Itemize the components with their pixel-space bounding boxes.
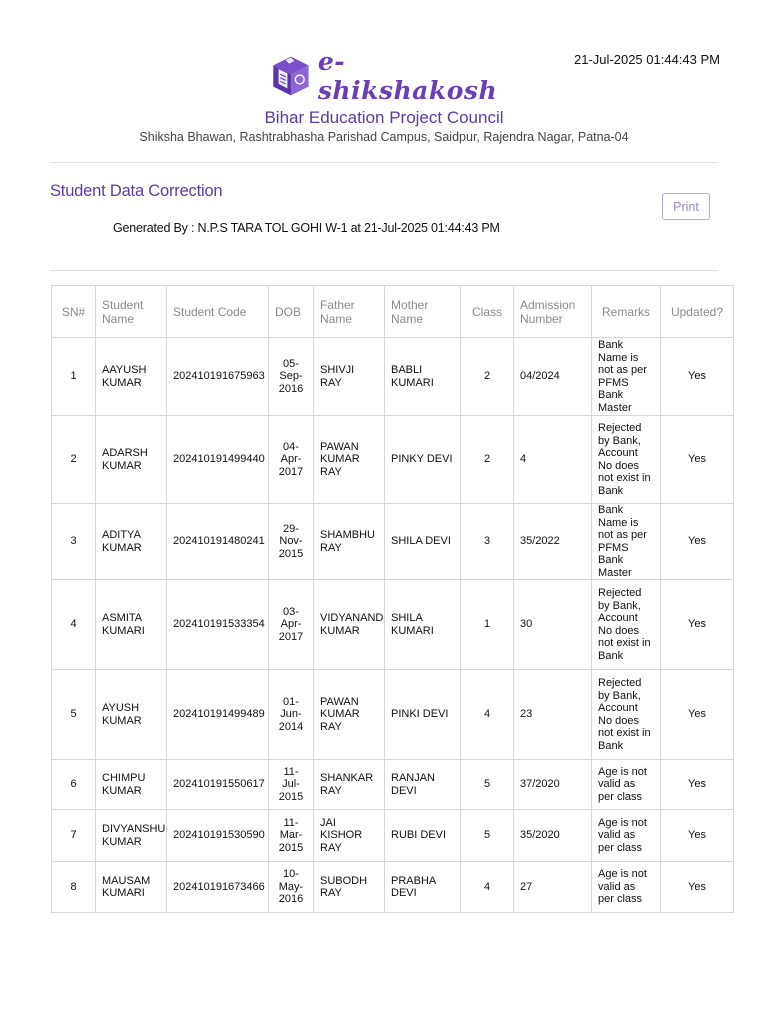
cell-student-code: 202410191533354: [167, 580, 269, 670]
cell-remarks: Bank Name is not as per PFMS Bank Master: [592, 504, 661, 580]
cell-student-code: 202410191499440: [167, 416, 269, 504]
section-divider: [50, 270, 718, 271]
cell-student-name: AAYUSH KUMAR: [96, 338, 167, 416]
cell-father-name: PAWAN KUMAR RAY: [314, 416, 385, 504]
header-divider: [50, 162, 718, 163]
cell-class: 2: [461, 416, 514, 504]
cell-remarks: Rejected by Bank, Account No does not exist in Bank: [592, 670, 661, 760]
cell-updated: Yes: [661, 416, 734, 504]
cell-mother-name: PINKI DEVI: [385, 670, 461, 760]
cell-admission-number: 04/2024: [514, 338, 592, 416]
org-address: Shiksha Bhawan, Rashtrabhasha Parishad Campus, Saidpur, Rajendra Nagar, Patna-04: [139, 130, 629, 144]
cell-student-name: MAUSAM KUMARI: [96, 862, 167, 913]
cell-updated: Yes: [661, 760, 734, 810]
cell-sn: 8: [52, 862, 96, 913]
cell-class: 4: [461, 862, 514, 913]
cell-student-code: 202410191673466: [167, 862, 269, 913]
cell-updated: Yes: [661, 670, 734, 760]
cell-father-name: SHIVJI RAY: [314, 338, 385, 416]
cell-father-name: VIDYANAND KUMAR: [314, 580, 385, 670]
col-header-admission-number: Admission Number: [514, 286, 592, 338]
cell-admission-number: 35/2022: [514, 504, 592, 580]
cell-dob: 11-Jul-2015: [269, 760, 314, 810]
cell-admission-number: 4: [514, 416, 592, 504]
cell-dob: 10-May-2016: [269, 862, 314, 913]
generated-by-line: Generated By : N.P.S TARA TOL GOHI W-1 at 21-Jul-2025 01:44:43 PM: [113, 221, 500, 235]
cell-student-name: DIVYANSHU KUMAR: [96, 810, 167, 862]
cell-admission-number: 35/2020: [514, 810, 592, 862]
cell-sn: 5: [52, 670, 96, 760]
table-row: [52, 338, 734, 416]
cell-class: 4: [461, 670, 514, 760]
cell-class: 5: [461, 760, 514, 810]
col-header-sn: SN#: [52, 286, 96, 338]
cell-remarks: Rejected by Bank, Account No does not exist in Bank: [592, 580, 661, 670]
cell-dob: 05-Sep-2016: [269, 338, 314, 416]
cell-admission-number: 37/2020: [514, 760, 592, 810]
cell-mother-name: RUBI DEVI: [385, 810, 461, 862]
col-header-student-name: Student Name: [96, 286, 167, 338]
e-shikshakosh-logo: [268, 47, 500, 105]
cell-updated: Yes: [661, 338, 734, 416]
col-header-student-code: Student Code: [167, 286, 269, 338]
cell-father-name: SHAMBHU RAY: [314, 504, 385, 580]
cell-mother-name: RANJAN DEVI: [385, 760, 461, 810]
cell-remarks: Age is not valid as per class: [592, 862, 661, 913]
cell-class: 1: [461, 580, 514, 670]
cell-student-code: 202410191480241: [167, 504, 269, 580]
cell-student-code: 202410191675963: [167, 338, 269, 416]
cell-father-name: SUBODH RAY: [314, 862, 385, 913]
report-title: Student Data Correction: [50, 182, 223, 200]
col-header-father-name: Father Name: [314, 286, 385, 338]
cell-dob: 11-Mar-2015: [269, 810, 314, 862]
cell-mother-name: BABLI KUMARI: [385, 338, 461, 416]
book-cube-logo-icon: [268, 50, 314, 102]
cell-dob: 04-Apr-2017: [269, 416, 314, 504]
cell-updated: Yes: [661, 862, 734, 913]
cell-dob: 03-Apr-2017: [269, 580, 314, 670]
cell-class: 5: [461, 810, 514, 862]
cell-student-name: AYUSH KUMAR: [96, 670, 167, 760]
cell-remarks: Bank Name is not as per PFMS Bank Master: [592, 338, 661, 416]
cell-mother-name: PINKY DEVI: [385, 416, 461, 504]
cell-sn: 1: [52, 338, 96, 416]
cell-updated: Yes: [661, 810, 734, 862]
report-timestamp: 21-Jul-2025 01:44:43 PM: [574, 52, 720, 67]
col-header-mother-name: Mother Name: [385, 286, 461, 338]
cell-remarks: Rejected by Bank, Account No does not exist in Bank: [592, 416, 661, 504]
cell-mother-name: SHILA DEVI: [385, 504, 461, 580]
cell-father-name: PAWAN KUMAR RAY: [314, 670, 385, 760]
student-correction-table: [51, 285, 734, 913]
cell-student-name: ADARSH KUMAR: [96, 416, 167, 504]
cell-remarks: Age is not valid as per class: [592, 760, 661, 810]
print-button[interactable]: Print: [662, 193, 710, 220]
cell-admission-number: 23: [514, 670, 592, 760]
cell-sn: 7: [52, 810, 96, 862]
cell-sn: 4: [52, 580, 96, 670]
cell-sn: 2: [52, 416, 96, 504]
table-row: [52, 760, 734, 810]
cell-mother-name: PRABHA DEVI: [385, 862, 461, 913]
org-title: Bihar Education Project Council: [264, 108, 504, 127]
cell-remarks: Age is not valid as per class: [592, 810, 661, 862]
cell-student-name: CHIMPU KUMAR: [96, 760, 167, 810]
col-header-updated: Updated?: [661, 286, 734, 338]
table-row: [52, 580, 734, 670]
logo-wordmark: e-shikshakosh: [317, 47, 498, 105]
table-row: [52, 504, 734, 580]
cell-class: 3: [461, 504, 514, 580]
cell-student-name: ASMITA KUMARI: [96, 580, 167, 670]
cell-updated: Yes: [661, 580, 734, 670]
table-row: [52, 862, 734, 913]
cell-class: 2: [461, 338, 514, 416]
cell-dob: 01-Jun-2014: [269, 670, 314, 760]
cell-sn: 3: [52, 504, 96, 580]
col-header-class: Class: [461, 286, 514, 338]
cell-mother-name: SHILA KUMARI: [385, 580, 461, 670]
col-header-remarks: Remarks: [592, 286, 661, 338]
cell-father-name: JAI KISHOR RAY: [314, 810, 385, 862]
cell-student-code: 202410191499489: [167, 670, 269, 760]
cell-student-code: 202410191530590: [167, 810, 269, 862]
cell-admission-number: 27: [514, 862, 592, 913]
cell-admission-number: 30: [514, 580, 592, 670]
table-row: [52, 670, 734, 760]
cell-student-name: ADITYA KUMAR: [96, 504, 167, 580]
cell-updated: Yes: [661, 504, 734, 580]
cell-dob: 29-Nov-2015: [269, 504, 314, 580]
table-header-row: [52, 286, 734, 338]
cell-father-name: SHANKAR RAY: [314, 760, 385, 810]
cell-student-code: 202410191550617: [167, 760, 269, 810]
table-row: [52, 416, 734, 504]
cell-sn: 6: [52, 760, 96, 810]
col-header-dob: DOB: [269, 286, 314, 338]
table-row: [52, 810, 734, 862]
